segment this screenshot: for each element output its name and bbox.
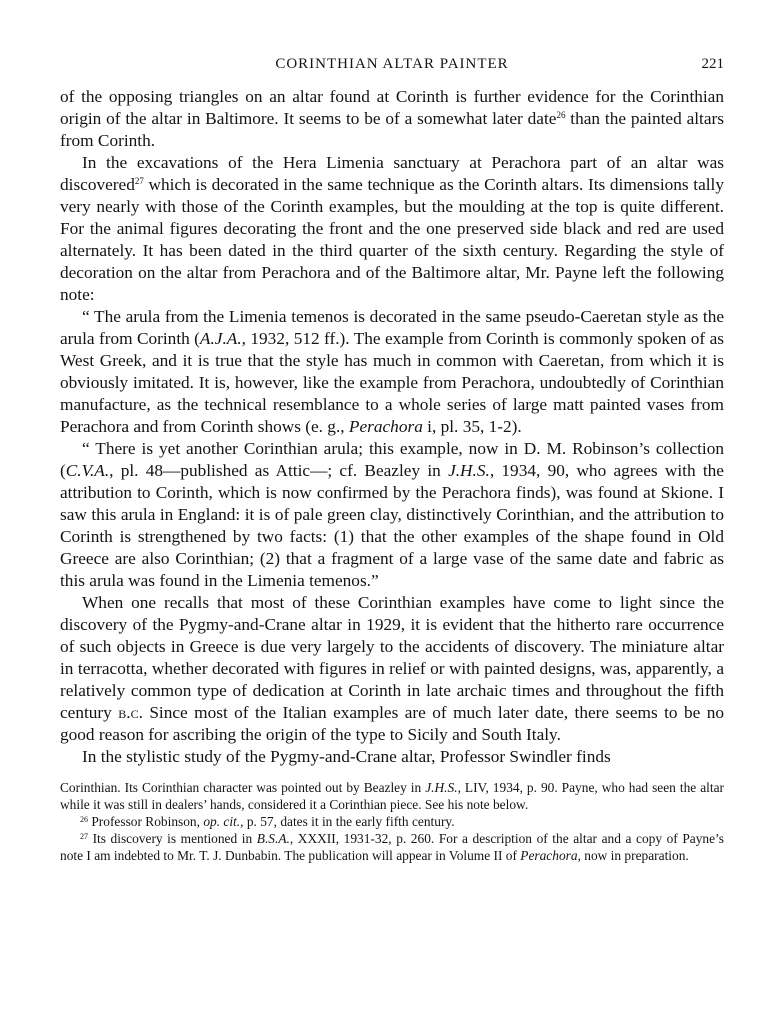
footnote-number: 26	[80, 815, 88, 824]
text-run: “ The arula from the Limenia temenos is decorated in the same pseudo-Caeretan style as the arula from Corinth (	[60, 307, 724, 348]
text-run: In the excavations of the Hera Limenia sanctuary at Perachora part of an altar was discovered	[60, 153, 724, 194]
text-run: Its discovery is mentioned in	[88, 831, 257, 846]
paragraph	[60, 152, 724, 306]
quote-paragraph	[60, 306, 724, 438]
text-run: , pl. 48—published as Attic—; cf. Beazley in	[109, 461, 449, 480]
page	[60, 56, 724, 864]
running-title: CORINTHIAN ALTAR PAINTER	[275, 56, 509, 72]
paragraph	[60, 746, 724, 768]
citation: C.V.A.	[65, 461, 110, 480]
citation: Perachora	[520, 848, 578, 863]
text-run: Since most of the Italian examples are of much later date, there seems to be no good reason for ascribing the origin of the type to Sicily and South Italy.	[60, 703, 725, 744]
page-number: 221	[701, 56, 724, 72]
text-run: , p. 57, dates it in the early fifth century.	[240, 814, 455, 829]
text-run: which is decorated in the same technique as the Corinth altars. Its dimensions tally very nearly with those of the Corinth examples, but the moulding at the top is quite different. For the animal figures decorating the front and the one preserved side black and red are used alternately. It has been dated in the third quarter of the sixth century. Regarding the style of decoration on the altar from Perachora and of the Baltimore altar, Mr. Payne left the following note:	[60, 175, 724, 304]
text-run: Corinthian. Its Corinthian character was pointed out by Beazley in	[60, 780, 426, 795]
footnote	[60, 830, 724, 864]
text-run: i, pl. 35, 1-2).	[422, 417, 522, 436]
text-run: than the painted altars from Corinth.	[60, 109, 724, 150]
footnote-number: 27	[80, 832, 88, 841]
citation: op. cit.	[203, 814, 241, 829]
text-run: , LIV, 1934, p. 90. Payne, who had seen the altar while it was still in dealers’ hands, considered it a Corinthian piece. See his note below.	[60, 780, 724, 812]
footnotes	[60, 779, 724, 864]
small-caps-text: b.c.	[118, 703, 143, 722]
text-run: “ There is yet another Corinthian arula; this example, now in D. M. Robinson’s collection (	[60, 439, 724, 480]
text-run: Professor Robinson,	[88, 814, 204, 829]
citation: A.J.A.	[199, 329, 242, 348]
citation: B.S.A.	[256, 831, 290, 846]
running-head	[60, 56, 724, 78]
paragraph	[60, 592, 724, 746]
paragraph	[60, 86, 724, 152]
citation: J.H.S.	[448, 461, 490, 480]
footnote	[60, 813, 724, 830]
text-run: , XXXII, 1931-32, p. 260. For a description of the altar and a copy of Payne’s note I am indebted to Mr. T. J. Dunbabin. The publication will appear in Volume II of	[60, 831, 724, 863]
citation: J.H.S.	[425, 780, 458, 795]
text-run: of the opposing triangles on an altar found at Corinth is further evidence for the Corinthian origin of the altar in Baltimore. It seems to be of a somewhat later date	[60, 87, 724, 128]
footnote-ref: 26	[556, 110, 566, 120]
text-run: , 1934, 90, who agrees with the attribution to Corinth, which is now confirmed by the Perachora finds), was found at Skione. I saw this arula in England: it is of pale green clay, distinctively Corinthian, and the attribution to Corinth is strengthened by two facts: (1) that the other examples of the shape found in Old Greece are also Corinthian; (2) that a fragment of a large vase of the same date and fabric as this arula was found in the Limenia temenos.”	[60, 461, 724, 590]
text-run: , 1932, 512 ff.). The example from Corinth is commonly spoken of as West Greek, and it is true that the style has much in common with Caeretan, from which it is obviously imitated. It is, however, like the example from Perachora, undoubtedly of Corinthian manufacture, as the technical resemblance to a whole series of large matt painted vases from Perachora and from Corinth shows (e. g.,	[60, 329, 724, 436]
citation: Perachora	[348, 417, 423, 436]
footnote-continuation	[60, 779, 724, 813]
footnote-ref: 27	[134, 176, 144, 186]
text-run: In the stylistic study of the Pygmy-and-Crane altar, Professor Swindler finds	[82, 747, 611, 766]
body-text	[60, 86, 724, 768]
text-run: When one recalls that most of these Corinthian examples have come to light since the discovery of the Pygmy-and-Crane altar in 1929, it is evident that the hitherto rare occurrence of such objects in Greece is due very largely to the accidents of discovery. The miniature altar in terracotta, whether decorated with figures in relief or with painted designs, was, apparently, a relatively common type of dedication at Corinth in late archaic times and throughout the fifth century	[60, 593, 724, 722]
quote-paragraph	[60, 438, 724, 592]
text-run: , now in preparation.	[577, 848, 689, 863]
